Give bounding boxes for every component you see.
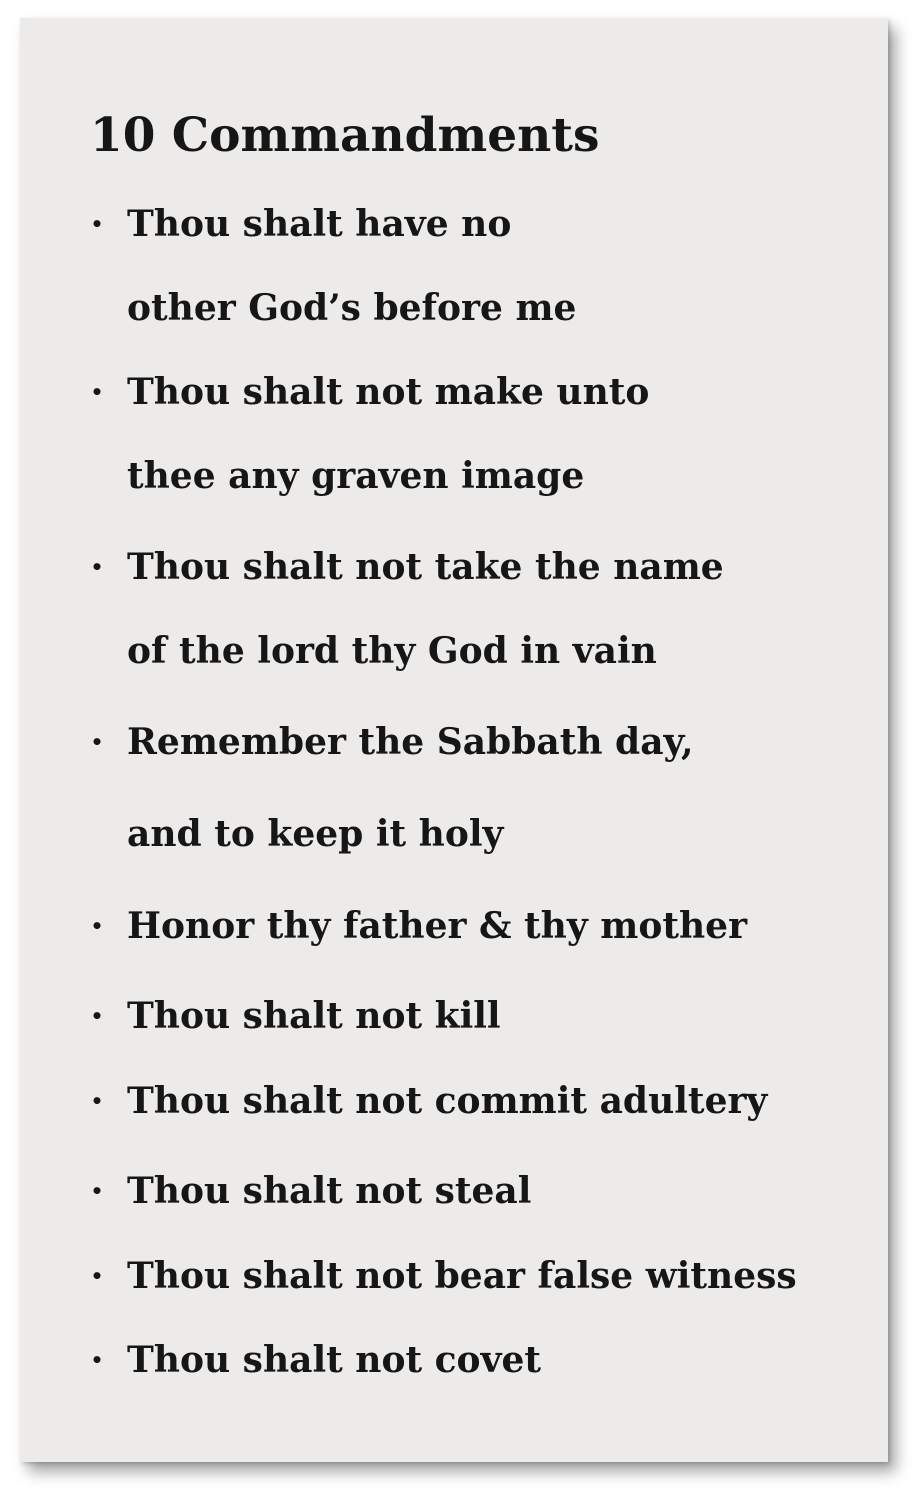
- list-item-text: Honor thy father & thy mother: [127, 905, 748, 947]
- list-item-text-continued: other God’s before me: [127, 287, 577, 329]
- bullet-icon: •: [90, 914, 104, 938]
- page-title: 10 Commandments: [90, 108, 600, 163]
- list-item-text: Thou shalt not make unto: [127, 371, 650, 413]
- bullet-icon: •: [90, 380, 104, 404]
- commandments-card: [20, 18, 888, 1462]
- list-item-text: Thou shalt not bear false witness: [127, 1255, 797, 1297]
- list-item-text: Thou shalt not steal: [127, 1170, 532, 1212]
- bullet-icon: •: [90, 730, 104, 754]
- list-item-text: Thou shalt not commit adultery: [127, 1080, 768, 1122]
- bullet-icon: •: [90, 1089, 104, 1113]
- list-item-text: Thou shalt have no: [127, 203, 512, 245]
- bullet-icon: •: [90, 1179, 104, 1203]
- list-item-text: Thou shalt not kill: [127, 995, 501, 1037]
- list-item-text-continued: thee any graven image: [127, 455, 585, 497]
- list-item-text-continued: of the lord thy God in vain: [127, 630, 657, 672]
- bullet-icon: •: [90, 1264, 104, 1288]
- list-item-text-continued: and to keep it holy: [127, 813, 504, 855]
- bullet-icon: •: [90, 1348, 104, 1372]
- bullet-icon: •: [90, 212, 104, 236]
- bullet-icon: •: [90, 555, 104, 579]
- list-item-text: Thou shalt not covet: [127, 1339, 542, 1381]
- bullet-icon: •: [90, 1004, 104, 1028]
- list-item-text: Remember the Sabbath day,: [127, 721, 694, 763]
- list-item-text: Thou shalt not take the name: [127, 546, 724, 588]
